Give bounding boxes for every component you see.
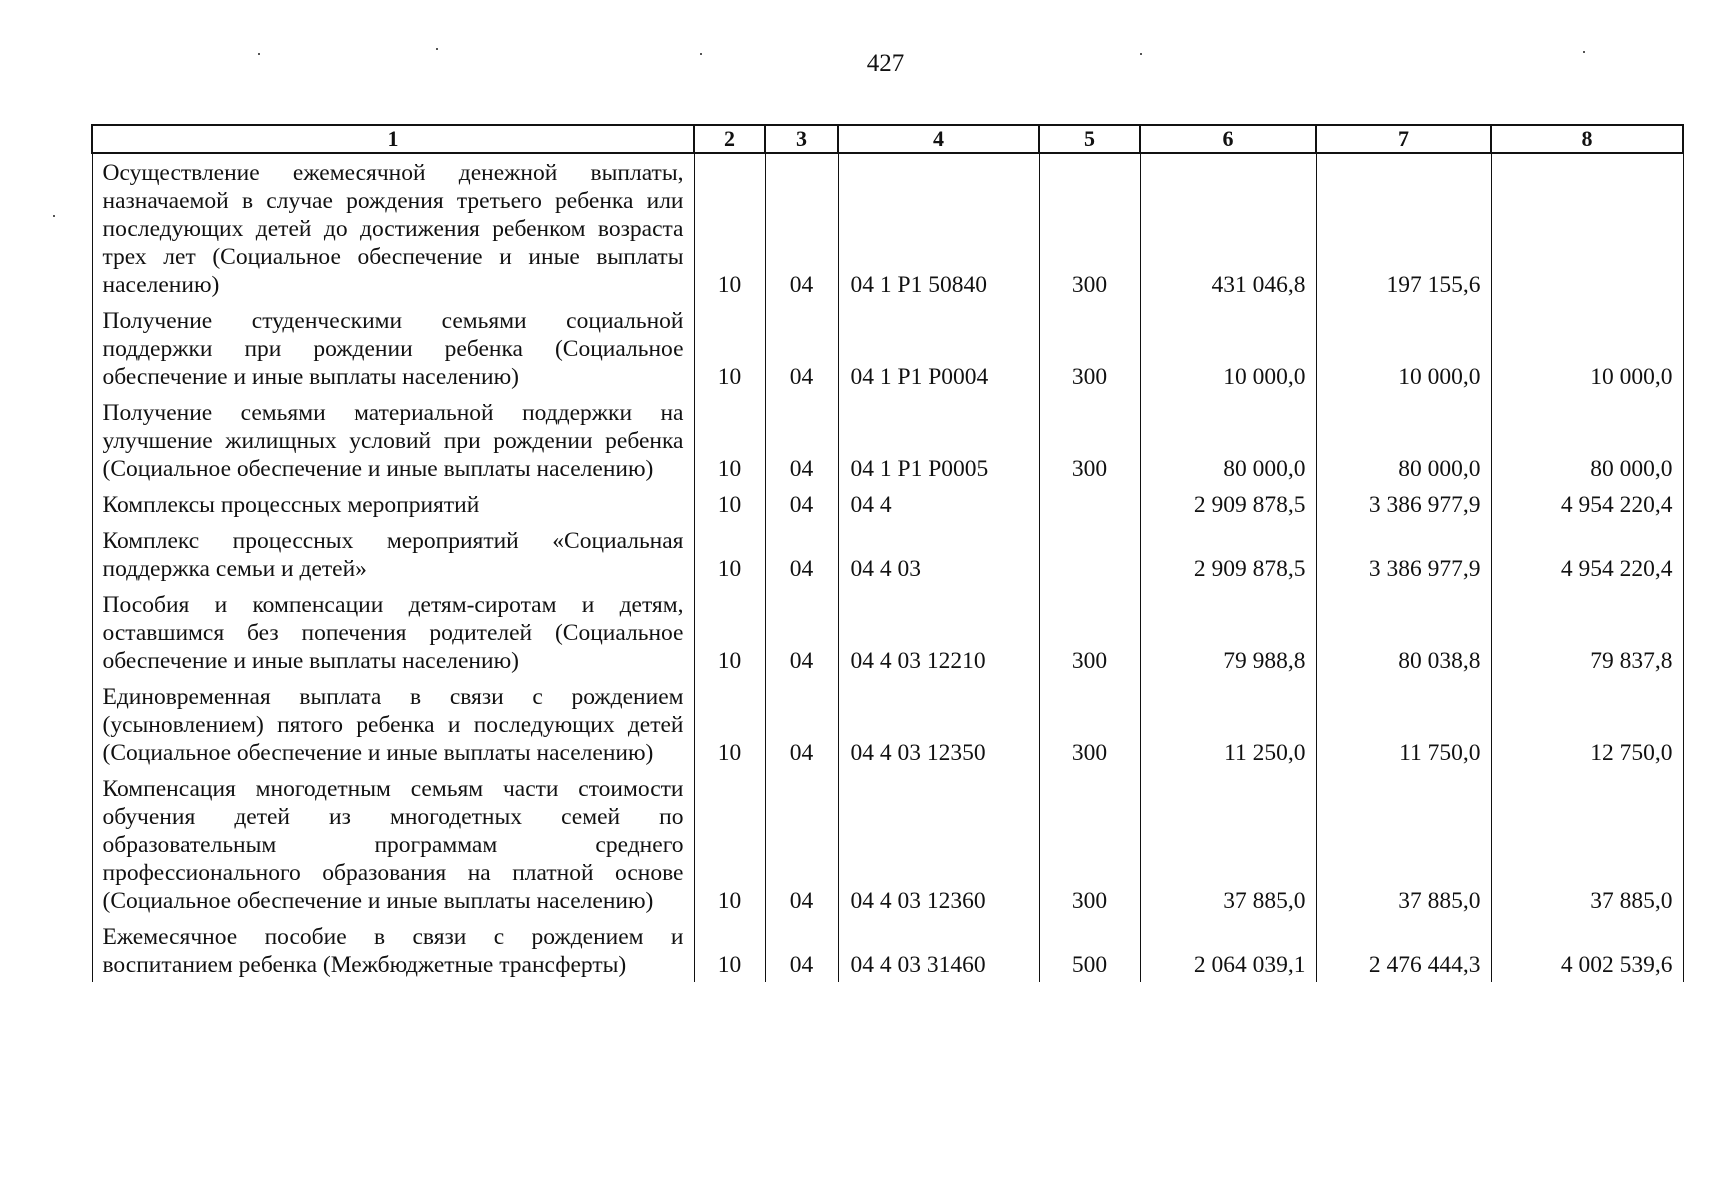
amount-year-2: 11 750,0	[1316, 678, 1491, 770]
column-header: 6	[1140, 125, 1316, 153]
target-article-code: 04 4 03 31460	[838, 918, 1039, 982]
table-row	[92, 394, 1683, 486]
scan-speck	[700, 53, 702, 55]
subsection-code: 04	[765, 918, 838, 982]
amount-year-2: 10 000,0	[1316, 302, 1491, 394]
row-description: Получение семьями материальной поддержки на улучшение жилищных условий при рождении ребенка (Социальное обеспечение и иные выплаты населению)	[92, 394, 694, 486]
amount-year-2: 2 476 444,3	[1316, 918, 1491, 982]
row-description: Компенсация многодетным семьям части стоимости обучения детей из многодетных семей по образовательным программам среднего профессионального образования на платной основе (Социальное обеспечение и иные выплаты населению)	[92, 770, 694, 918]
column-header: 3	[765, 125, 838, 153]
target-article-code: 04 1 P1 50840	[838, 153, 1039, 302]
amount-year-3: 80 000,0	[1491, 394, 1683, 486]
amount-year-2: 80 000,0	[1316, 394, 1491, 486]
amount-year-1: 431 046,8	[1140, 153, 1316, 302]
amount-year-1: 80 000,0	[1140, 394, 1316, 486]
target-article-code: 04 4	[838, 486, 1039, 522]
row-description: Единовременная выплата в связи с рождением (усыновлением) пятого ребенка и последующих детей (Социальное обеспечение и иные выплаты населению)	[92, 678, 694, 770]
column-header: 2	[694, 125, 765, 153]
column-header: 8	[1491, 125, 1683, 153]
scan-speck	[436, 48, 438, 50]
amount-year-1: 37 885,0	[1140, 770, 1316, 918]
amount-year-1: 79 988,8	[1140, 586, 1316, 678]
target-article-code: 04 4 03 12210	[838, 586, 1039, 678]
scan-speck	[53, 215, 55, 217]
column-header: 4	[838, 125, 1039, 153]
row-description: Получение студенческими семьями социальной поддержки при рождении ребенка (Социальное обеспечение и иные выплаты населению)	[92, 302, 694, 394]
table-row	[92, 486, 1683, 522]
expense-type-code: 300	[1039, 678, 1140, 770]
target-article-code: 04 4 03	[838, 522, 1039, 586]
table-row	[92, 918, 1683, 982]
subsection-code: 04	[765, 394, 838, 486]
amount-year-3: 10 000,0	[1491, 302, 1683, 394]
target-article-code: 04 4 03 12350	[838, 678, 1039, 770]
amount-year-2: 3 386 977,9	[1316, 522, 1491, 586]
amount-year-3: 79 837,8	[1491, 586, 1683, 678]
amount-year-2: 3 386 977,9	[1316, 486, 1491, 522]
table-row	[92, 586, 1683, 678]
amount-year-1: 2 909 878,5	[1140, 522, 1316, 586]
subsection-code: 04	[765, 522, 838, 586]
section-code: 10	[694, 486, 765, 522]
section-code: 10	[694, 770, 765, 918]
amount-year-1: 2 064 039,1	[1140, 918, 1316, 982]
table-row	[92, 770, 1683, 918]
expense-type-code: 300	[1039, 153, 1140, 302]
amount-year-3: 4 954 220,4	[1491, 522, 1683, 586]
expense-type-code	[1039, 522, 1140, 586]
scan-speck	[258, 53, 260, 55]
row-description: Комплексы процессных мероприятий	[92, 486, 694, 522]
scan-speck	[1140, 53, 1142, 55]
budget-table	[91, 124, 1684, 982]
table-row	[92, 302, 1683, 394]
row-description: Осуществление ежемесячной денежной выплаты, назначаемой в случае рождения третьего ребенка или последующих детей до достижения ребенком возраста трех лет (Социальное обеспечение и иные выплаты населению)	[92, 153, 694, 302]
subsection-code: 04	[765, 770, 838, 918]
scan-speck	[1583, 51, 1585, 53]
amount-year-3: 12 750,0	[1491, 678, 1683, 770]
subsection-code: 04	[765, 486, 838, 522]
expense-type-code: 300	[1039, 394, 1140, 486]
section-code: 10	[694, 153, 765, 302]
expense-type-code: 500	[1039, 918, 1140, 982]
amount-year-2: 80 038,8	[1316, 586, 1491, 678]
target-article-code: 04 4 03 12360	[838, 770, 1039, 918]
row-description: Пособия и компенсации детям-сиротам и детям, оставшимся без попечения родителей (Социальное обеспечение и иные выплаты населению)	[92, 586, 694, 678]
amount-year-1: 11 250,0	[1140, 678, 1316, 770]
target-article-code: 04 1 P1 P0005	[838, 394, 1039, 486]
section-code: 10	[694, 394, 765, 486]
column-header: 5	[1039, 125, 1140, 153]
expense-type-code: 300	[1039, 770, 1140, 918]
expense-type-code: 300	[1039, 586, 1140, 678]
subsection-code: 04	[765, 153, 838, 302]
amount-year-1: 2 909 878,5	[1140, 486, 1316, 522]
target-article-code: 04 1 P1 P0004	[838, 302, 1039, 394]
section-code: 10	[694, 522, 765, 586]
subsection-code: 04	[765, 586, 838, 678]
expense-type-code: 300	[1039, 302, 1140, 394]
table-header-row	[92, 125, 1683, 153]
table-row	[92, 522, 1683, 586]
amount-year-3: 4 954 220,4	[1491, 486, 1683, 522]
amount-year-3: 4 002 539,6	[1491, 918, 1683, 982]
column-header: 1	[92, 125, 694, 153]
subsection-code: 04	[765, 302, 838, 394]
section-code: 10	[694, 678, 765, 770]
expense-type-code	[1039, 486, 1140, 522]
table-row	[92, 678, 1683, 770]
section-code: 10	[694, 918, 765, 982]
amount-year-1: 10 000,0	[1140, 302, 1316, 394]
amount-year-3: 37 885,0	[1491, 770, 1683, 918]
amount-year-2: 197 155,6	[1316, 153, 1491, 302]
section-code: 10	[694, 586, 765, 678]
section-code: 10	[694, 302, 765, 394]
row-description: Ежемесячное пособие в связи с рождением и воспитанием ребенка (Межбюджетные трансферты)	[92, 918, 694, 982]
subsection-code: 04	[765, 678, 838, 770]
amount-year-2: 37 885,0	[1316, 770, 1491, 918]
page-number: 427	[866, 50, 905, 77]
table-row	[92, 153, 1683, 302]
column-header: 7	[1316, 125, 1491, 153]
amount-year-3	[1491, 153, 1683, 302]
row-description: Комплекс процессных мероприятий «Социальная поддержка семьи и детей»	[92, 522, 694, 586]
